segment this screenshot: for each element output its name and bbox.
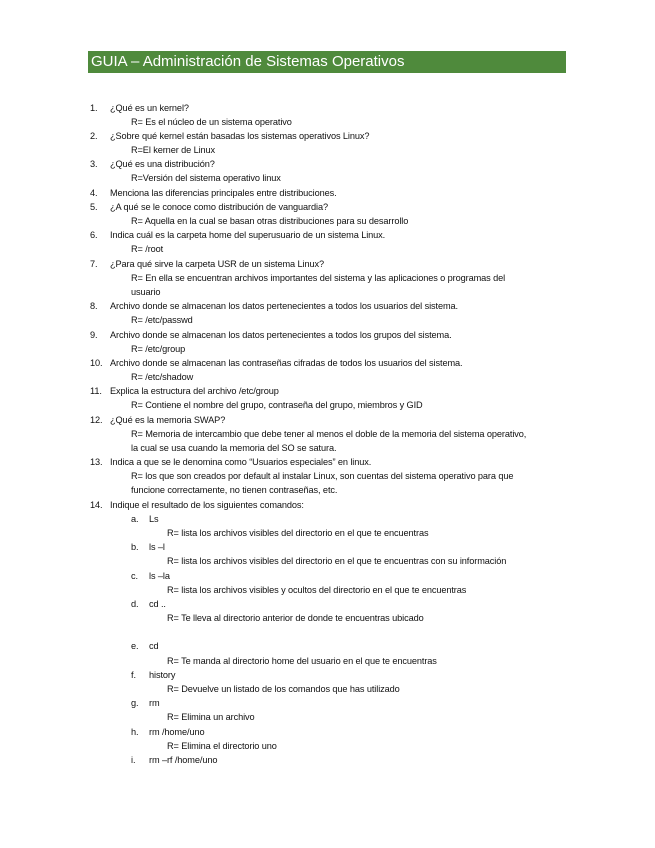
command: rm –rf /home/uno: [149, 755, 218, 765]
item-number: 11.: [90, 386, 102, 396]
item-number: 4.: [90, 188, 98, 198]
question: Indique el resultado de los siguientes comandos:: [110, 500, 304, 510]
command-letter: h.: [131, 727, 139, 737]
command-letter: f.: [131, 670, 136, 680]
command-answer: R= lista los archivos visibles del directorio en el que te encuentras con su información: [167, 556, 507, 566]
answer: R= los que son creados por default al instalar Linux, son cuentas del sistema operativo para que: [131, 471, 514, 481]
answer: R= Memoria de intercambio que debe tener al menos el doble de la memoria del sistema operativo,: [131, 429, 527, 439]
command: rm /home/uno: [149, 727, 205, 737]
command: Ls: [149, 514, 159, 524]
question: ¿Qué es un kernel?: [110, 103, 189, 113]
item-number: 3.: [90, 159, 98, 169]
answer: R= /etc/group: [131, 344, 186, 354]
answer: R= /etc/shadow: [131, 372, 194, 382]
question: Menciona las diferencias principales entre distribuciones.: [110, 188, 337, 198]
command: ls –l: [149, 542, 165, 552]
item-number: 6.: [90, 230, 98, 240]
command: cd ..: [149, 599, 166, 609]
item-number: 13.: [90, 457, 103, 467]
command-answer: R= lista los archivos visibles del directorio en el que te encuentras: [167, 528, 429, 538]
question: ¿Qué es la memoria SWAP?: [110, 415, 226, 425]
command-letter: d.: [131, 599, 139, 609]
question: Indica cuál es la carpeta home del superusuario de un sistema Linux.: [110, 230, 386, 240]
question: ¿Para qué sirve la carpeta USR de un sistema Linux?: [110, 259, 324, 269]
document-title: GUIA – Administración de Sistemas Operativos: [88, 51, 566, 73]
question: ¿Qué es una distribución?: [110, 159, 215, 169]
answer: R= Contiene el nombre del grupo, contraseña del grupo, miembros y GID: [131, 400, 423, 410]
command-letter: e.: [131, 641, 139, 651]
answer: R= /root: [131, 244, 164, 254]
answer: R= Es el núcleo de un sistema operativo: [131, 117, 292, 127]
command-answer: R= Elimina un archivo: [167, 712, 255, 722]
command-letter: a.: [131, 514, 139, 524]
command-answer: R= Te manda al directorio home del usuario en el que te encuentras: [167, 656, 437, 666]
question: Explica la estructura del archivo /etc/group: [110, 386, 279, 396]
question: Indica a que se le denomina como “Usuarios especiales” en linux.: [110, 457, 372, 467]
answer: la cual se usa cuando la memoria del SO se satura.: [131, 443, 337, 453]
command-letter: c.: [131, 571, 138, 581]
command-answer: R= Devuelve un listado de los comandos que has utilizado: [167, 684, 400, 694]
question: Archivo donde se almacenan los datos pertenecientes a todos los grupos del sistema.: [110, 330, 452, 340]
item-number: 10.: [90, 358, 103, 368]
answer: usuario: [131, 287, 161, 297]
question: Archivo donde se almacenan los datos pertenecientes a todos los usuarios del sistema.: [110, 301, 458, 311]
command: cd: [149, 641, 159, 651]
item-number: 9.: [90, 330, 98, 340]
command-answer: R= Te lleva al directorio anterior de donde te encuentras ubicado: [167, 613, 424, 623]
item-number: 14.: [90, 500, 103, 510]
command-letter: g.: [131, 698, 139, 708]
command-letter: b.: [131, 542, 139, 552]
answer: R= /etc/passwd: [131, 315, 193, 325]
answer: R= Aquella en la cual se basan otras distribuciones para su desarrollo: [131, 216, 409, 226]
item-number: 2.: [90, 131, 98, 141]
command-letter: i.: [131, 755, 136, 765]
answer: funcione correctamente, no tienen contraseñas, etc.: [131, 485, 338, 495]
item-number: 12.: [90, 415, 103, 425]
command: ls –la: [149, 571, 170, 581]
command-answer: R= lista los archivos visibles y ocultos del directorio en el que te encuentras: [167, 585, 467, 595]
item-number: 8.: [90, 301, 98, 311]
answer: R=El kerner de Linux: [131, 145, 216, 155]
command: history: [149, 670, 176, 680]
command-answer: R= Elimina el directorio uno: [167, 741, 277, 751]
question: ¿Sobre qué kernel están basadas los sistemas operativos Linux?: [110, 131, 370, 141]
item-number: 1.: [90, 103, 98, 113]
answer: R= En ella se encuentran archivos importantes del sistema y las aplicaciones o programas del: [131, 273, 506, 283]
question: Archivo donde se almacenan las contraseñas cifradas de todos los usuarios del sistema.: [110, 358, 463, 368]
command: rm: [149, 698, 160, 708]
question: ¿A qué se le conoce como distribución de vanguardia?: [110, 202, 328, 212]
item-number: 5.: [90, 202, 98, 212]
item-number: 7.: [90, 259, 98, 269]
answer: R=Versión del sistema operativo linux: [131, 173, 281, 183]
